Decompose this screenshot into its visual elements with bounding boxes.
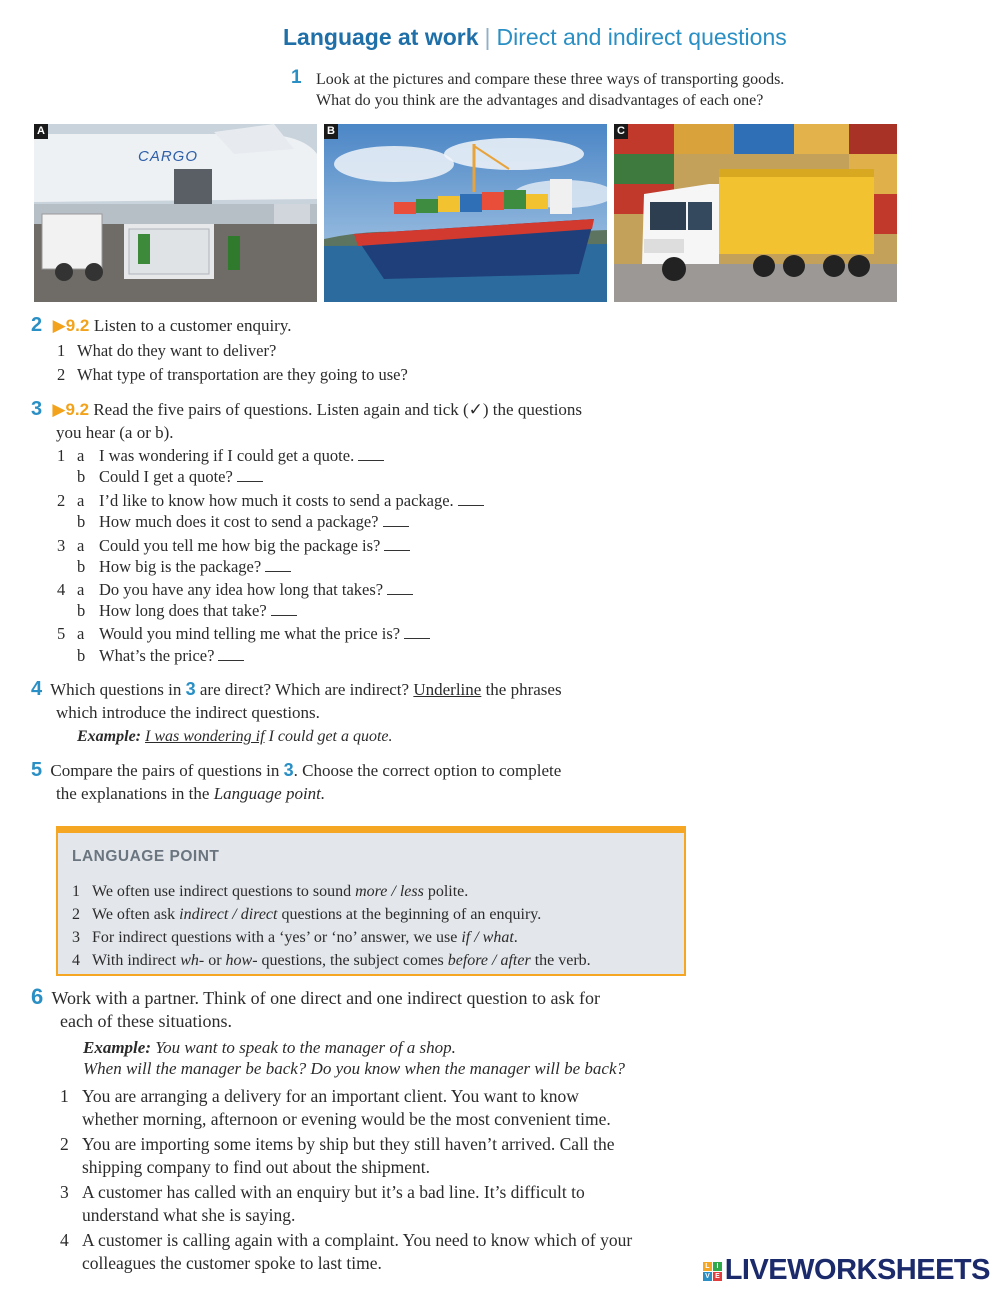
ex3-item-1a: 1 a I was wondering if I could get a quote. [57,446,384,466]
photo-ship [324,124,607,302]
answer-blank[interactable] [458,504,484,506]
item-number: 4 [72,952,80,969]
ex4-number: 4 [31,678,43,700]
lp-text: We often ask [92,906,176,923]
ex5-line1: 5 Compare the pairs of questions in 3. Choose the correct option to complete [31,759,562,781]
example-label: Example: [83,1038,151,1057]
lp-text: We often use indirect questions to sound [92,883,352,900]
question-text: I’d like to know how much it costs to send a package. [99,491,454,510]
language-point-title: LANGUAGE POINT [72,848,220,865]
item-text: You are arranging a delivery for an important client. You want to know [82,1086,579,1106]
ex6-item [60,1085,611,1131]
photo-label-c: C [614,124,628,139]
ex6-item [60,1229,632,1275]
answer-blank[interactable] [383,525,409,527]
ex3-audio-track[interactable]: 9.2 [65,400,90,419]
item-number: 2 [72,906,80,923]
answer-blank[interactable] [358,459,384,461]
lp-text: For indirect questions with a ‘yes’ or ‘no’ answer, we use [92,929,458,946]
ex4-text: are direct? Which are indirect? [199,680,410,699]
item-number: 2 [57,491,66,510]
ex1-line1: Look at the pictures and compare these three ways of transporting goods. [316,71,785,88]
logo-letter: E [713,1272,722,1281]
ex3-item-1b: b Could I get a quote? [77,467,263,487]
lp-item [72,882,468,902]
lp-text: or [208,952,222,969]
ex3-line1: Read the five pairs of questions. Listen again and tick (✓) the questions [93,400,583,419]
ex3-item-2b: b How much does it cost to send a package? [77,512,409,532]
question-text: Could you tell me how big the package is? [99,536,381,555]
liveworksheets-text: LIVEWORKSHEETS [724,1254,990,1286]
item-text: whether morning, afternoon or evening would be the most convenient time. [82,1109,611,1129]
photo-label-a: A [34,124,48,139]
item-number: 1 [57,341,66,360]
lp-option[interactable]: indirect / direct [179,906,278,923]
question-text: Would you mind telling me what the price is? [99,624,401,643]
ex6-line1 [31,985,600,1010]
item-text: You are importing some items by ship but they still haven’t arrived. Call the [82,1134,615,1154]
lp-item [72,928,518,948]
item-text: understand what she is saying. [82,1205,296,1225]
ex2-number: 2 [31,314,43,336]
ex2-audio-track[interactable]: 9.2 [65,316,90,335]
question-text: How big is the package? [99,557,262,576]
liveworksheets-icon [703,1262,722,1281]
answer-blank[interactable] [237,480,263,482]
ex6-text: Work with a partner. Think of one direct and one indirect question to ask for [51,988,601,1008]
ex3-item-5a: 5 a Would you mind telling me what the price is? [57,624,430,644]
lp-option[interactable]: if / what [461,929,514,946]
question-text: How much does it cost to send a package? [99,512,379,531]
liveworksheets-logo[interactable] [703,1254,990,1287]
item-number: 5 [57,624,66,643]
lp-option[interactable]: before / after [447,952,531,969]
title-separator: | [484,24,491,50]
logo-letter: I [713,1262,722,1271]
question-text: What’s the price? [99,646,215,665]
answer-blank[interactable] [387,593,413,595]
lp-item [72,951,591,971]
ex3-item-3a: 3 a Could you tell me how big the package is? [57,536,410,556]
lp-text: polite. [427,883,469,900]
answer-blank[interactable] [265,570,291,572]
ship-illustration [324,124,607,302]
ex3-item-4a: 4 a Do you have any idea how long that takes? [57,580,413,600]
photo-truck [614,124,897,302]
item-number: 4 [60,1230,69,1250]
ex6-example [83,1037,625,1079]
ex3-item-2a: 2 a I’d like to know how much it costs to send a package. [57,491,484,511]
item-number: 3 [60,1182,69,1202]
lp-term: wh- [180,952,205,969]
lp-text: the verb. [534,952,591,969]
ex5-text: the explanations in the [56,784,210,803]
play-audio-icon[interactable]: ▶ [52,400,66,419]
page-title [283,24,787,51]
lp-term: how- [225,952,258,969]
ex5-text: Compare the pairs of questions in [50,761,280,780]
example-underlined: I was wondering if [145,728,265,745]
question-text: Could I get a quote? [99,467,233,486]
ex1-number: 1 [291,67,302,88]
ex3-number: 3 [31,398,43,420]
ex6-number: 6 [31,984,44,1009]
ex5-text: Choose the correct option to complete [302,761,562,780]
ex5-number: 5 [31,759,43,781]
item-text: shipping company to find out about the shipment. [82,1157,431,1177]
item-number: 1 [60,1086,69,1106]
question-text: I was wondering if I could get a quote. [99,446,355,465]
ex4-text: the phrases [485,680,562,699]
ex4-underline-word: Underline [413,680,482,699]
ex4-ref: 3 [185,679,196,699]
example-label: Example: [77,728,141,745]
ex2-prompt: Listen to a customer enquiry. [93,316,292,335]
ex6-item [60,1181,585,1227]
logo-letter: L [703,1262,712,1271]
example-text: You want to speak to the manager of a shop. [155,1038,456,1057]
ex5-ref: 3 [283,760,294,780]
language-point-box [56,826,686,976]
ex4-line1 [31,678,562,701]
item-number: 1 [57,446,66,465]
ex3-item-3b: b How big is the package? [77,557,291,577]
cargo-text: CARGO [138,148,199,165]
item-number: 2 [57,365,66,384]
item-text: A customer is calling again with a complaint. You need to know which of your [82,1230,633,1250]
title-main: Language at work [283,24,479,50]
lp-text: With indirect [92,952,177,969]
ex2-item [57,365,408,385]
ex4-text: Which questions in [50,680,182,699]
answer-blank[interactable] [384,549,410,551]
logo-letter: V [703,1272,712,1281]
ex1-text [316,69,784,111]
ex4-example [77,727,393,747]
example-text: When will the manager be back? Do you know when the manager will be back? [83,1059,625,1078]
title-subtitle: Direct and indirect questions [496,24,787,50]
play-audio-icon[interactable]: ▶ [52,316,66,335]
lp-text: . [513,929,518,946]
lp-option[interactable]: more / less [355,883,424,900]
answer-blank[interactable] [218,659,244,661]
ex2-item [57,341,276,361]
answer-blank[interactable] [271,614,297,616]
ex5-italic: Language point. [213,784,326,803]
ex6-line2: each of these situations. [60,1011,232,1031]
ex3-header [31,398,582,421]
question-text: How long does that take? [99,601,267,620]
ex3-line2: you hear (a or b). [56,423,174,442]
lp-text: questions, the subject comes [261,952,444,969]
ex1-line2: What do you think are the advantages and disadvantages of each one? [316,92,764,109]
item-text: What type of transportation are they going to use? [77,365,408,384]
answer-blank[interactable] [404,637,430,639]
lp-item [72,905,541,925]
item-text: A customer has called with an enquiry but it’s a bad line. It’s difficult to [82,1182,585,1202]
item-text: colleagues the customer spoke to last time. [82,1253,382,1273]
item-number: 3 [57,536,66,555]
ex4-line2: which introduce the indirect questions. [56,703,320,722]
item-number: 3 [72,929,80,946]
ex5-line2 [56,783,325,804]
item-number: 1 [72,883,80,900]
photo-plane [34,124,317,302]
truck-illustration [614,124,897,302]
lp-text: questions at the beginning of an enquiry. [281,906,542,923]
photo-label-b: B [324,124,338,139]
question-text: Do you have any idea how long that takes? [99,580,384,599]
item-number: 4 [57,580,66,599]
example-text: I could get a quote. [268,728,393,745]
item-number: 2 [60,1134,69,1154]
ex2-header [31,314,292,337]
ex3-item-5b: b What’s the price? [77,646,244,666]
ex6-item [60,1133,615,1179]
ex3-item-4b: b How long does that take? [77,601,297,621]
item-text: What do they want to deliver? [77,341,277,360]
